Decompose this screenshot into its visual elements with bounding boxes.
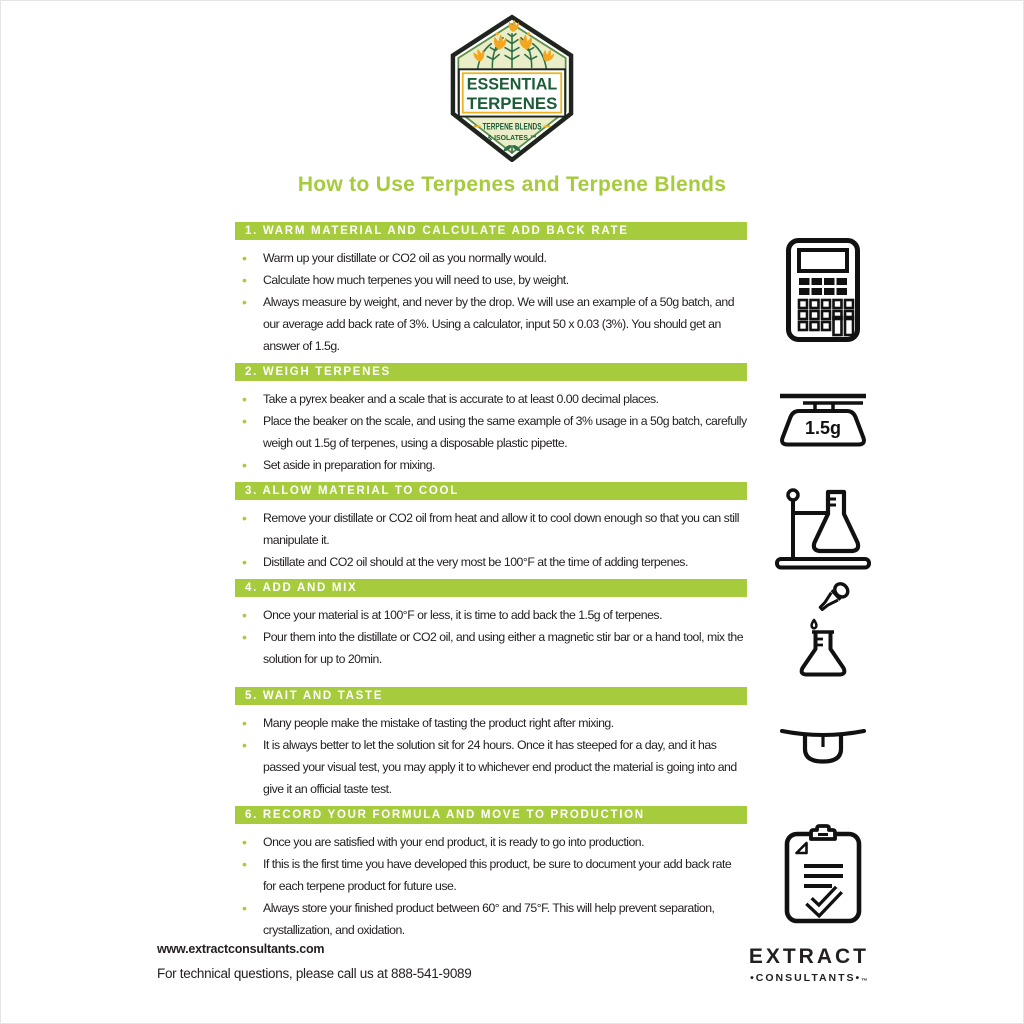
page-title: How to Use Terpenes and Terpene Blends	[297, 173, 727, 196]
section-text-block	[235, 579, 747, 681]
logo-tagline-line1: TERPENE BLENDS	[482, 121, 542, 132]
bullet-dot: •	[242, 457, 247, 473]
bullet-item	[235, 388, 747, 410]
brand-subtitle	[749, 972, 869, 985]
section-text-block	[235, 222, 747, 357]
section-text-block	[235, 482, 747, 573]
bullet-dot: •	[242, 250, 247, 266]
bullet-text: If this is the first time you have developed this product, be sure to document your add back rate for each terpene product for future use.	[263, 857, 732, 893]
tongue-icon	[747, 687, 899, 800]
flask-stand-icon	[747, 482, 899, 573]
scale-readout: 1.5g	[804, 417, 842, 438]
section-heading: 3. ALLOW MATERIAL TO COOL	[235, 482, 747, 500]
section-heading: 1. WARM MATERIAL AND CALCULATE ADD BACK RATE	[235, 222, 747, 240]
bullet-text: Distillate and CO2 oil should at the very most be 100°F at the time of adding terpenes.	[263, 555, 688, 569]
bullet-item	[235, 410, 747, 454]
bullet-text: It is always better to let the solution sit for 24 hours. Once it has steeped for a day, and it has passed your visual test, you may apply it to whichever end product the material is going into and give it an official taste test.	[263, 738, 737, 796]
bullet-text: Always store your finished product between 60° and 75°F. This will help prevent separation, crystallization, and oxidation.	[263, 901, 715, 937]
scale-icon	[747, 363, 899, 476]
bullet-text: Once you are satisfied with your end product, it is ready to go into production.	[263, 835, 645, 849]
section-heading: 6. RECORD YOUR FORMULA AND MOVE TO PRODUCTION	[235, 806, 747, 824]
section-text-block	[235, 363, 747, 476]
bullet-text: Many people make the mistake of tasting the product right after mixing.	[263, 716, 614, 730]
bullet-text: Always measure by weight, and never by the drop. We will use an example of a 50g batch, and our average add back rate of 3%. Using a calculator, input 50 x 0.03 (3%). You should get an answer of 1.5g.	[263, 295, 735, 353]
website-url: www.extractconsultants.com	[157, 942, 325, 956]
brand-name: EXTRACT	[748, 945, 869, 968]
bullet-dot: •	[242, 856, 247, 872]
bullet-text: Take a pyrex beaker and a scale that is accurate to at least 0.00 decimal places.	[263, 392, 659, 406]
bullet-list	[235, 604, 747, 670]
bullet-dot: •	[242, 629, 247, 645]
logo-name-line1: ESSENTIAL	[466, 74, 558, 94]
bullet-item	[235, 269, 747, 291]
logo-name-line2: TERPENES	[466, 94, 558, 114]
support-phone-line: For technical questions, please call us at 888-541-9089	[157, 966, 472, 981]
essential-terpenes-logo	[448, 14, 576, 167]
brand-sub-text: CONSULTANTS	[755, 972, 856, 984]
calculator-icon	[747, 222, 899, 357]
bullet-item	[235, 626, 747, 670]
section-add-and-mix	[235, 579, 899, 681]
bullet-text: Remove your distillate or CO2 oil from heat and allow it to cool down enough so that you can still manipulate it.	[263, 511, 739, 547]
section-wait-and-taste	[235, 687, 899, 800]
section-text-block	[235, 687, 747, 800]
bullet-dot: •	[242, 737, 247, 753]
section-weigh-terpenes	[235, 363, 899, 476]
bullet-list	[235, 388, 747, 476]
bullet-item	[235, 247, 747, 269]
bullet-text: Set aside in preparation for mixing.	[263, 458, 436, 472]
bullet-item	[235, 831, 747, 853]
bullet-item	[235, 551, 747, 573]
extract-consultants-logo	[749, 945, 869, 985]
bullet-text: Once your material is at 100°F or less, it is time to add back the 1.5g of terpenes.	[263, 608, 662, 622]
bullet-item	[235, 604, 747, 626]
logo-tagline-line2: & ISOLATES.™	[487, 135, 537, 143]
bullet-dot: •	[242, 391, 247, 407]
bullet-item	[235, 712, 747, 734]
bullet-list	[235, 831, 747, 941]
bullet-item	[235, 853, 747, 897]
bullet-dot: •	[242, 607, 247, 623]
section-allow-cool	[235, 482, 899, 573]
bullet-text: Warm up your distillate or CO2 oil as you normally would.	[263, 251, 547, 265]
dropper-flask-icon	[747, 579, 899, 681]
bullet-text: Pour them into the distillate or CO2 oil, and using either a magnetic stir bar or a hand tool, mix the solution for up to 20min.	[263, 630, 744, 666]
bullet-text: Calculate how much terpenes you will need to use, by weight.	[263, 273, 569, 287]
bullet-item	[235, 454, 747, 476]
bullet-dot: •	[242, 413, 247, 429]
bullet-list	[235, 247, 747, 357]
section-heading: 5. WAIT AND TASTE	[235, 687, 747, 705]
brand-dot-left: •	[750, 972, 756, 984]
bullet-item	[235, 291, 747, 357]
section-heading: 4. ADD AND MIX	[235, 579, 747, 597]
bullet-dot: •	[242, 294, 247, 310]
brand-dot-right: •	[855, 972, 862, 984]
bullet-list	[235, 712, 747, 800]
brand-trademark: ™	[861, 978, 868, 985]
bullet-dot: •	[242, 510, 247, 526]
bullet-dot: •	[242, 834, 247, 850]
bullet-item	[235, 734, 747, 800]
instructions	[235, 222, 899, 947]
hexagon-badge-icon	[448, 14, 576, 162]
footer-contact	[157, 942, 471, 981]
section-record-formula	[235, 806, 899, 941]
bullet-list	[235, 507, 747, 573]
bullet-dot: •	[242, 272, 247, 288]
bullet-dot: •	[242, 554, 247, 570]
section-warm-material	[235, 222, 899, 357]
bullet-item	[235, 507, 747, 551]
bullet-dot: •	[242, 715, 247, 731]
bullet-text: Place the beaker on the scale, and using the same example of 3% usage in a 50g batch, carefully weigh out 1.5g of terpenes, using a disposable plastic pipette.	[263, 414, 747, 450]
clipboard-check-icon	[747, 806, 899, 941]
bullet-dot: •	[242, 900, 247, 916]
bullet-item	[235, 897, 747, 941]
section-heading: 2. WEIGH TERPENES	[235, 363, 747, 381]
section-text-block	[235, 806, 747, 941]
